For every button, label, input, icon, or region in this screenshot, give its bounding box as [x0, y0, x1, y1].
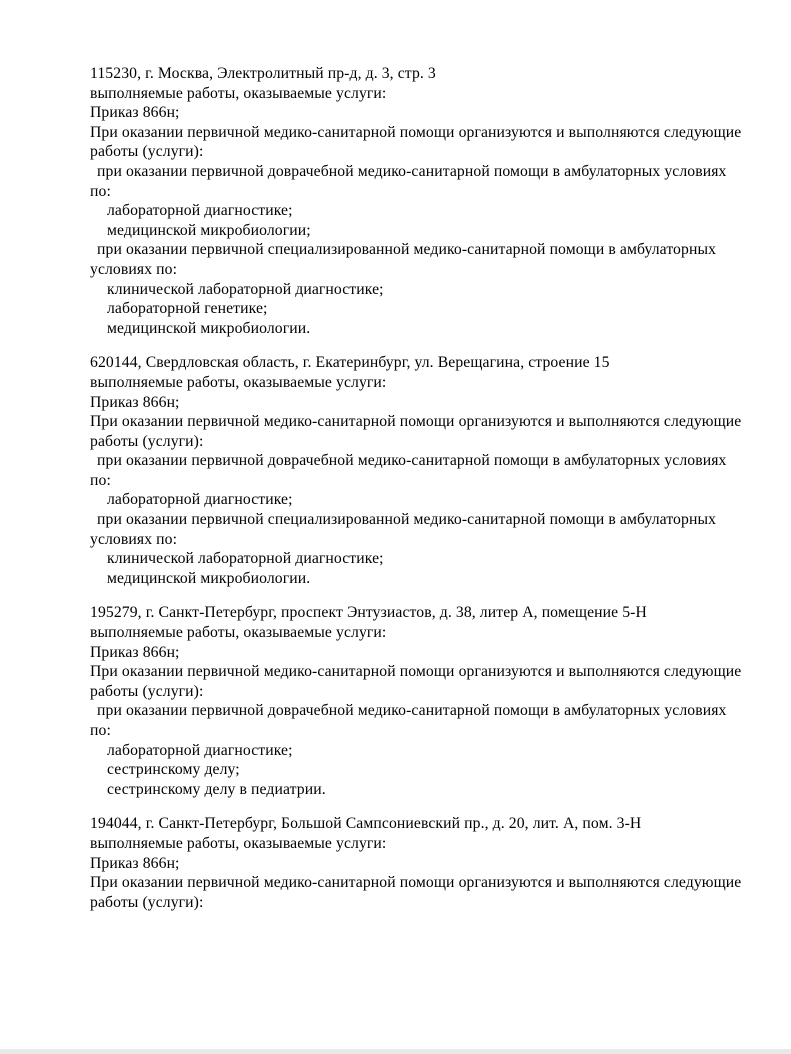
service-line: медицинской микробиологии; — [107, 221, 311, 239]
service-line: при оказании первичной доврачебной медико-санитарной помощи в амбулаторных условиях — [97, 702, 727, 720]
license-address-block — [90, 353, 743, 588]
service-line: При оказании первичной медико-санитарной помощи организуются и выполняются следующие — [90, 874, 742, 892]
service-line: по: — [90, 182, 111, 200]
service-line: выполняемые работы, оказываемые услуги: — [90, 373, 387, 391]
service-line: медицинской микробиологии. — [107, 319, 311, 337]
page-bottom-edge — [0, 1049, 791, 1054]
service-line: сестринскому делу в педиатрии. — [107, 780, 326, 798]
service-line: при оказании первичной специализированной медико-санитарной помощи в амбулаторных — [97, 241, 717, 259]
service-line: работы (услуги): — [90, 143, 204, 161]
service-line: работы (услуги): — [90, 893, 204, 911]
address-line: 195279, г. Санкт-Петербург, проспект Энтузиастов, д. 38, литер А, помещение 5-Н — [90, 604, 647, 622]
service-line: работы (услуги): — [90, 682, 204, 700]
service-line: Приказ 866н; — [90, 854, 180, 872]
service-line: При оказании первичной медико-санитарной помощи организуются и выполняются следующие — [90, 413, 742, 431]
service-line: лабораторной диагностике; — [107, 741, 293, 759]
service-line: условиях по: — [90, 530, 178, 548]
address-line: 620144, Свердловская область, г. Екатеринбург, ул. Верещагина, строение 15 — [90, 354, 610, 372]
service-line: Приказ 866н; — [90, 643, 180, 661]
service-line: выполняемые работы, оказываемые услуги: — [90, 834, 387, 852]
service-line: Приказ 866н; — [90, 104, 180, 122]
service-line: по: — [90, 722, 111, 739]
service-line: при оказании первичной доврачебной медико-санитарной помощи в амбулаторных условиях — [97, 452, 727, 470]
service-line: сестринскому делу; — [107, 761, 240, 779]
service-line: работы (услуги): — [90, 432, 204, 450]
service-line: клинической лабораторной диагностике; — [107, 280, 384, 298]
service-line: лабораторной генетике; — [107, 300, 268, 318]
license-address-block — [90, 814, 743, 912]
service-line: клинической лабораторной диагностике; — [107, 550, 384, 568]
service-line: Приказ 866н; — [90, 393, 180, 411]
service-line: лабораторной диагностике; — [107, 202, 293, 220]
service-line: при оказании первичной доврачебной медико-санитарной помощи в амбулаторных условиях — [97, 162, 727, 180]
service-line: медицинской микробиологии. — [107, 569, 311, 587]
service-line: по: — [90, 471, 111, 489]
service-line: выполняемые работы, оказываемые услуги: — [90, 624, 387, 642]
service-line: лабораторной диагностике; — [107, 491, 293, 509]
service-line: при оказании первичной специализированной медико-санитарной помощи в амбулаторных — [97, 511, 717, 529]
address-line: 115230, г. Москва, Электролитный пр-д, д. 3, стр. 3 — [90, 65, 436, 82]
service-line: При оказании первичной медико-санитарной помощи организуются и выполняются следующие — [90, 663, 742, 681]
service-line: При оказании первичной медико-санитарной помощи организуются и выполняются следующие — [90, 123, 742, 141]
license-address-block — [90, 603, 743, 799]
license-address-block — [90, 64, 743, 338]
service-line: условиях по: — [90, 260, 178, 278]
document-body — [90, 64, 743, 927]
address-line: 194044, г. Санкт-Петербург, Большой Сампсониевский пр., д. 20, лит. А, пом. 3-Н — [90, 815, 642, 833]
service-line: выполняемые работы, оказываемые услуги: — [90, 84, 387, 102]
